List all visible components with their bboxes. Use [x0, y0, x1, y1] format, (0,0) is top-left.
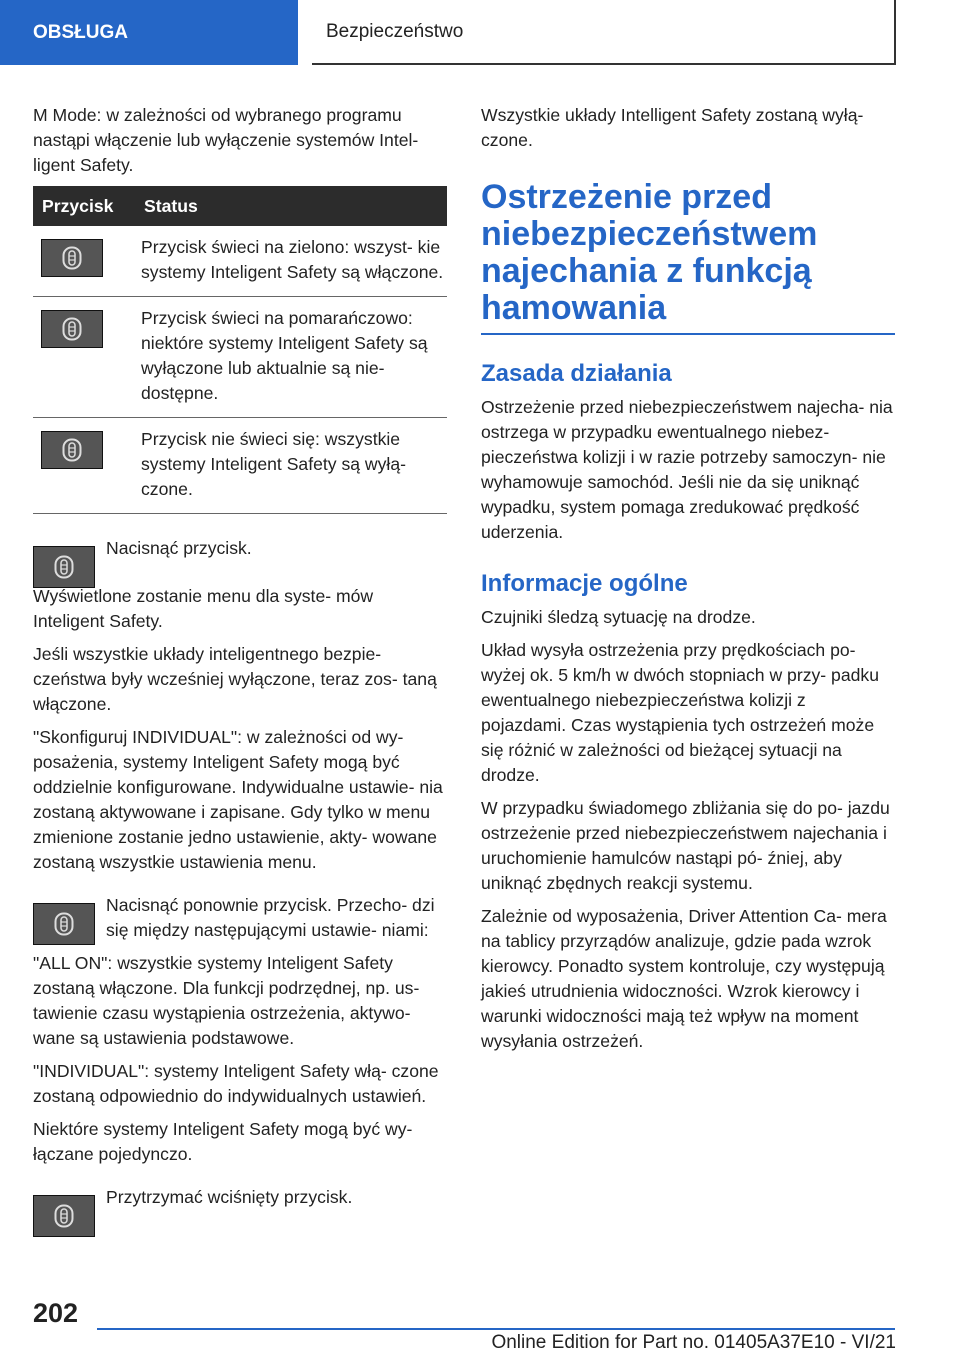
step-hold-button [33, 1185, 447, 1237]
step-text: Nacisnąć przycisk. [106, 538, 252, 558]
right-column [481, 103, 895, 1062]
row-status-text: Przycisk świeci na zielono: wszyst‐ kie systemy Inteligent Safety są włączone. [141, 226, 447, 297]
topic-header [312, 0, 896, 65]
safety-button-icon [41, 431, 103, 469]
paragraph: Jeśli wszystkie układy inteligentnego bezpie‐ czeństwa były wcześniej wyłączone, teraz zos‐ taną włączone. [33, 644, 437, 714]
paragraph: Układ wysyła ostrzeżenia przy prędkościach po‐ wyżej ok. 5 km/h w dwóch stopniach w przy‐ padku ewentualnego niebezpieczeństwa kolizji z pojazdami. Czas wystąpienia tych ostrzeżeń może się różnić w zależności od bieżącej sytuacji na drodze. [481, 640, 879, 785]
paragraph: "INDIVIDUAL": systemy Inteligent Safety włą‐ czone zostaną odpowiednio do indywidualnych ustawień. [33, 1061, 439, 1106]
paragraph: Ostrzeżenie przed niebezpieczeństwem najecha‐ nia ostrzega w przypadku ewentualnego niebez‐ pieczeństwa kolizji i w razie potrzeby samoczyn‐ nie wyhamowuje samochód. Jeśli nie da się uniknąć wypadku, system pomaga zredukować prędkość uderzenia. [481, 397, 893, 542]
safety-button-icon [33, 1195, 95, 1237]
intro-paragraph: Wszystkie układy Intelligent Safety zostaną wyłą‐ czone. [481, 105, 864, 150]
subheading-principle: Zasada działania [481, 360, 672, 387]
safety-button-icon [33, 903, 95, 945]
paragraph: "Skonfiguruj INDIVIDUAL": w zależności od wy‐ posażenia, systemy Inteligent Safety mogą być oddzielnie konfigurowane. Indywidualne ustawie‐ nia zostaną aktywowane i zapisane. Gdy tylko w menu zmienione zostanie jedno ustawienie, akty‐ wowane zostaną wszystkie ustawienia menu. [33, 727, 443, 872]
safety-button-icon [33, 546, 95, 588]
safety-button-icon [41, 239, 103, 277]
paragraph: Czujniki śledzą sytuację na drodze. [481, 607, 756, 627]
step-text: Przytrzymać wciśnięty przycisk. [106, 1187, 353, 1207]
row-status-text: Przycisk nie świeci się: wszystkie systemy Inteligent Safety są wyłą‐ czone. [141, 418, 447, 514]
left-column [33, 103, 447, 1237]
section-heading: Ostrzeżenie przed niebezpieczeństwem najechania z funkcją hamowania [481, 179, 895, 335]
step-text: Nacisnąć ponownie przycisk. Przecho‐ dzi się między następującymi ustawie‐ niami: [106, 895, 435, 940]
intro-paragraph: M Mode: w zależności od wybranego programu nastąpi włączenie lub wyłączenie systemów Intel‐ ligent Safety. [33, 105, 419, 175]
step-press-button [33, 536, 447, 588]
safety-button-icon [41, 310, 103, 348]
paragraph: Zależnie od wyposażenia, Driver Attention Ca‐ mera na tablicy przyrządów analizuje, gdzie pada wzrok kierowcy. Ponadto system kontroluje, czy występują jakieś utrudnienia widoczności. Wzrok kierowcy i warunki widoczności mają też wpływ na moment wysyłania ostrzeżeń. [481, 906, 887, 1051]
section-title: OBSŁUGA [33, 21, 128, 43]
footer-divider [97, 1328, 895, 1330]
col-header-status: Status [141, 186, 447, 226]
edition-text: Online Edition for Part no. 01405A37E10 - VI/21 [491, 1332, 896, 1353]
section-tab [0, 0, 298, 65]
page-number: 202 [33, 1298, 79, 1328]
table-row [33, 226, 447, 297]
col-header-button: Przycisk [33, 186, 141, 226]
step-detail: Wyświetlone zostanie menu dla syste‐ mów Inteligent Safety. [33, 586, 374, 631]
table-row [33, 297, 447, 418]
table-row [33, 418, 447, 514]
step-press-again [33, 893, 447, 951]
topic-title: Bezpieczeństwo [326, 20, 464, 42]
paragraph: "ALL ON": wszystkie systemy Inteligent Safety zostaną włączone. Dla funkcji podrzędnej, np. us‐ tawienie czasu wystąpienia ostrzeżenia, aktywo‐ wane są ustawienia podstawowe. [33, 953, 420, 1048]
table-header-row [33, 186, 447, 226]
paragraph: W przypadku świadomego zbliżania się do po‐ jazdu ostrzeżenie przed niebezpieczeństwem najechania i uruchomienie hamulców nastąpi pó‐ źniej, aby uniknąć zbędnych reakcji systemu. [481, 798, 890, 893]
row-status-text: Przycisk świeci na pomarańczowo: niektóre systemy Inteligent Safety są wyłączone lub aktualnie są nie‐ dostępne. [141, 297, 447, 418]
status-table [33, 186, 447, 514]
subheading-general: Informacje ogólne [481, 570, 688, 597]
paragraph: Niektóre systemy Inteligent Safety mogą być wy‐ łączane pojedynczo. [33, 1119, 413, 1164]
